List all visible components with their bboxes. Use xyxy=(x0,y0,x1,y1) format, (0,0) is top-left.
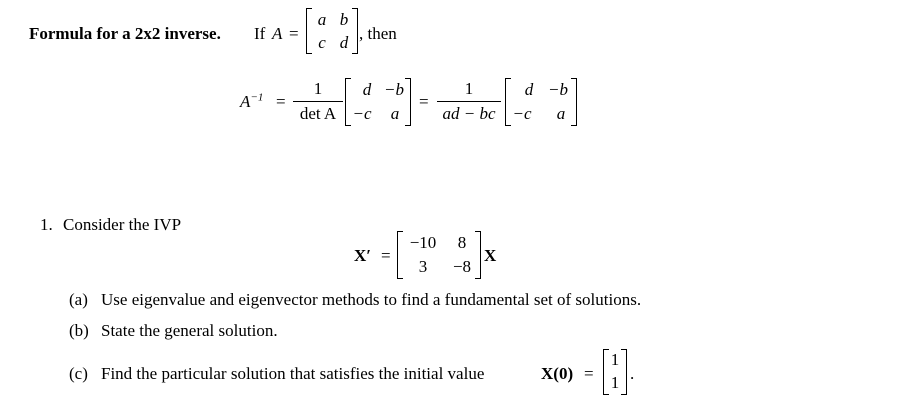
matrix-cell: a xyxy=(390,104,400,123)
matrix-cell: d xyxy=(524,80,534,99)
coefficient-matrix xyxy=(397,231,481,279)
matrix-cell: −10 xyxy=(409,233,437,252)
matrix-cell: −b xyxy=(548,80,568,99)
formula-heading: Formula for a 2x2 inverse. xyxy=(29,24,221,43)
matrix-cell: b xyxy=(339,10,349,29)
matrix-cell: −c xyxy=(512,104,532,123)
var-a: A xyxy=(272,24,283,43)
vector-cell: 1 xyxy=(610,350,620,369)
adjugate-matrix xyxy=(345,78,411,126)
matrix-cell: −c xyxy=(352,104,372,123)
part-b-label: (b) xyxy=(69,321,89,340)
initial-vector xyxy=(603,349,627,395)
equals-sign: = xyxy=(289,24,299,43)
matrix-cell: a xyxy=(317,10,327,29)
initial-condition-lhs: X(0) xyxy=(541,364,574,383)
problem-number: 1. xyxy=(40,215,53,234)
matrix-cell: 3 xyxy=(418,257,428,276)
part-c-label: (c) xyxy=(69,364,88,383)
problem-statement: Consider the IVP xyxy=(63,215,182,234)
matrix-cell: c xyxy=(318,33,326,52)
vector-cell: 1 xyxy=(610,373,620,392)
matrix-cell: d xyxy=(362,80,372,99)
x-vector: X xyxy=(484,246,497,265)
if-text: If xyxy=(254,24,266,43)
matrix-cell: d xyxy=(339,33,349,52)
part-b-text: State the general solution. xyxy=(101,321,278,340)
matrix-cell: a xyxy=(556,104,566,123)
part-a-text: Use eigenvalue and eigenvector methods to find a fundamental set of solutions. xyxy=(101,290,642,309)
part-c-text: Find the particular solution that satisfies the initial value xyxy=(101,364,485,383)
equals-sign: = xyxy=(419,92,429,111)
fraction-one-over-ad-bc: 1 ad − bc xyxy=(437,79,501,124)
fraction-one-over-det: 1 det A xyxy=(293,79,343,124)
matrix-cell: −8 xyxy=(452,257,472,276)
end-period: . xyxy=(630,364,635,383)
equals-sign: = xyxy=(584,364,594,383)
matrix-cell: −b xyxy=(384,80,404,99)
then-text: , then xyxy=(359,24,397,43)
matrix-cell: 8 xyxy=(457,233,467,252)
part-a-label: (a) xyxy=(69,290,88,309)
abcd-matrix xyxy=(306,8,358,54)
equals-sign: = xyxy=(381,246,391,265)
equals-sign: = xyxy=(276,92,286,111)
a-inverse: $A^{-1}$ xyxy=(240,91,264,111)
x-prime: X′ xyxy=(354,246,372,265)
adjugate-matrix xyxy=(505,78,577,126)
